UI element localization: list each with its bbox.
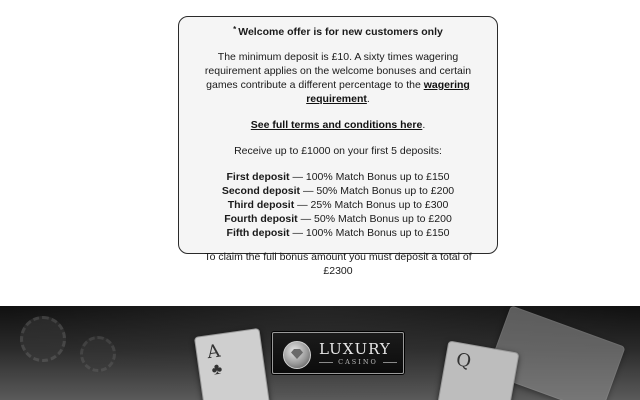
terms-paragraph (189, 50, 487, 106)
list-item (189, 226, 487, 240)
deposit-detail: — 50% Match Bonus up to £200 (300, 185, 455, 197)
full-terms-end: . (422, 119, 426, 131)
deposit-label: Fifth deposit (226, 227, 290, 239)
asterisk: * (233, 25, 237, 34)
welcome-offer-box (178, 16, 498, 277)
deposit-detail: — 25% Match Bonus up to £300 (294, 199, 449, 211)
logo-sub: CASINO (319, 358, 397, 366)
deposit-label: Third deposit (227, 199, 295, 211)
offer-title (189, 23, 487, 39)
deposit-list (189, 170, 487, 240)
offer-title-text: Welcome offer is for new customers only (238, 26, 443, 38)
diamond-icon (283, 341, 311, 369)
list-item (189, 212, 487, 226)
playing-card-ace (194, 328, 272, 400)
list-item (189, 170, 487, 184)
card-rank: A (205, 340, 222, 364)
card-rank: Q (454, 349, 473, 373)
claim-text: To claim the full bonus amount you must deposit a total of £2300 (204, 251, 472, 277)
list-item (189, 198, 487, 212)
deposit-detail: — 50% Match Bonus up to £200 (297, 213, 452, 225)
list-item (189, 184, 487, 198)
full-terms-paragraph (189, 118, 487, 132)
terms-end: . (366, 93, 370, 105)
receive-text: Receive up to £1000 on your first 5 deposits: (234, 145, 442, 157)
footer (0, 306, 640, 400)
poker-chip-icon (20, 316, 66, 362)
deposit-label: Fourth deposit (224, 213, 298, 225)
wagering-requirement-link[interactable]: wagering requirement (306, 79, 470, 105)
terms-text: The minimum deposit is £10. A sixty times wagering requirement applies on the welcome bonuses and certain games contribute a different percentage to the (204, 51, 472, 91)
club-icon: ♣ (210, 360, 224, 379)
logo-name: LUXURY (319, 340, 391, 358)
full-terms-link[interactable]: See full terms and conditions here (250, 119, 423, 131)
luxury-casino-logo[interactable] (272, 332, 404, 374)
deposit-label: First deposit (226, 171, 290, 183)
deposit-detail: — 100% Match Bonus up to £150 (289, 171, 450, 183)
deposit-detail: — 100% Match Bonus up to £150 (289, 227, 450, 239)
poker-chip-icon (80, 336, 116, 372)
deposit-label: Second deposit (221, 185, 301, 197)
